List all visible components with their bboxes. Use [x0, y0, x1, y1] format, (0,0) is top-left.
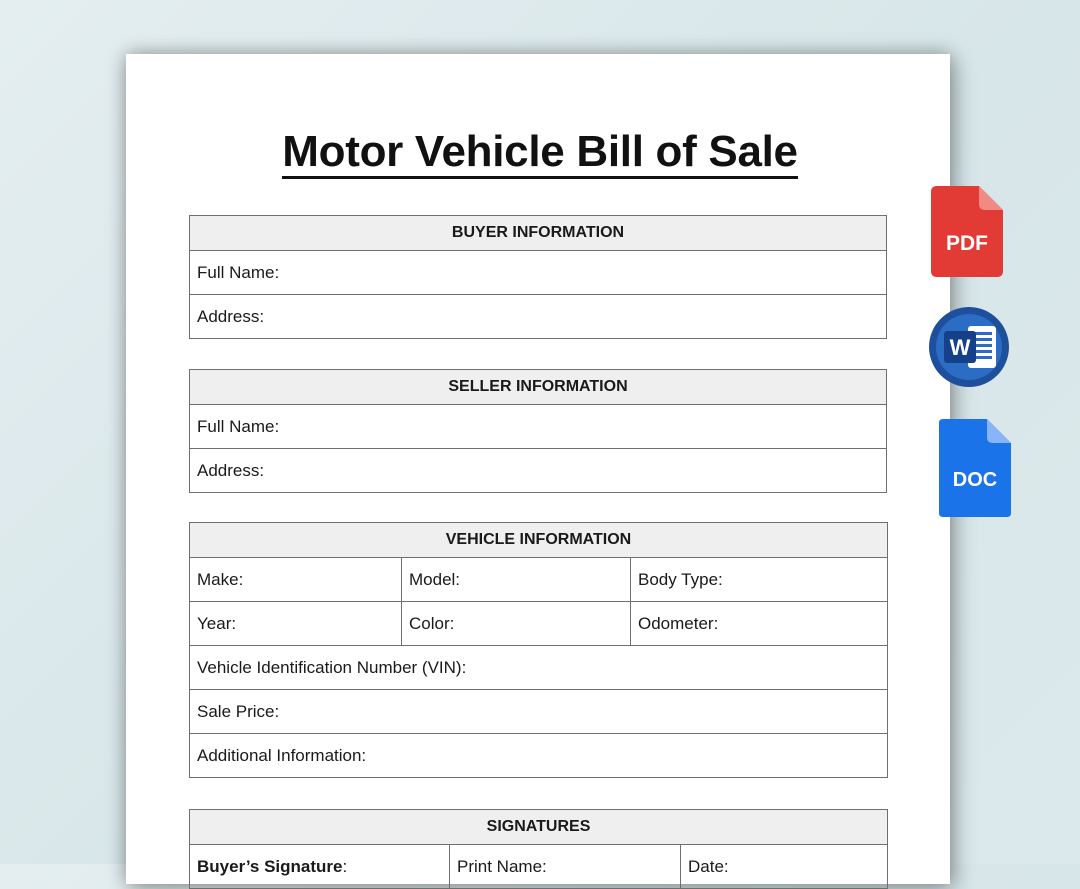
- doc-file-icon[interactable]: [939, 419, 1011, 517]
- seller-full-name-field[interactable]: Full Name:: [190, 405, 887, 449]
- doc-icon-label: DOC: [952, 469, 998, 491]
- date-field[interactable]: Date:: [681, 845, 888, 889]
- seller-address-field[interactable]: Address:: [190, 449, 887, 493]
- vehicle-header: VEHICLE INFORMATION: [190, 523, 888, 558]
- vehicle-odometer-field[interactable]: Odometer:: [631, 602, 888, 646]
- word-icon[interactable]: [928, 306, 1010, 388]
- document-title: [0, 126, 1080, 178]
- buyer-signature-field[interactable]: [190, 845, 450, 889]
- sale-price-field[interactable]: Sale Price:: [190, 690, 888, 734]
- pdf-icon-label: PDF: [946, 232, 988, 255]
- word-icon-label: W: [949, 335, 971, 360]
- vehicle-information-table: [189, 522, 888, 778]
- vehicle-vin-field[interactable]: Vehicle Identification Number (VIN):: [190, 646, 888, 690]
- print-name-field[interactable]: Print Name:: [450, 845, 681, 889]
- vehicle-body-type-field[interactable]: Body Type:: [631, 558, 888, 602]
- additional-information-field[interactable]: Additional Information:: [190, 734, 888, 778]
- vehicle-make-field[interactable]: Make:: [190, 558, 402, 602]
- buyer-address-field[interactable]: Address:: [190, 295, 887, 339]
- vehicle-model-field[interactable]: Model:: [402, 558, 631, 602]
- vehicle-year-field[interactable]: Year:: [190, 602, 402, 646]
- vehicle-color-field[interactable]: Color:: [402, 602, 631, 646]
- document-title-text: Motor Vehicle Bill of Sale: [282, 127, 797, 179]
- buyer-signature-label: Buyer’s Signature: [197, 856, 343, 876]
- buyer-header: BUYER INFORMATION: [190, 216, 887, 251]
- buyer-signature-colon: :: [342, 856, 348, 876]
- buyer-information-table: [189, 215, 887, 339]
- seller-information-table: [189, 369, 887, 493]
- signatures-header: SIGNATURES: [190, 810, 888, 845]
- signatures-table: [189, 809, 888, 889]
- buyer-full-name-field[interactable]: Full Name:: [190, 251, 887, 295]
- pdf-file-icon[interactable]: [931, 186, 1003, 277]
- seller-header: SELLER INFORMATION: [190, 370, 887, 405]
